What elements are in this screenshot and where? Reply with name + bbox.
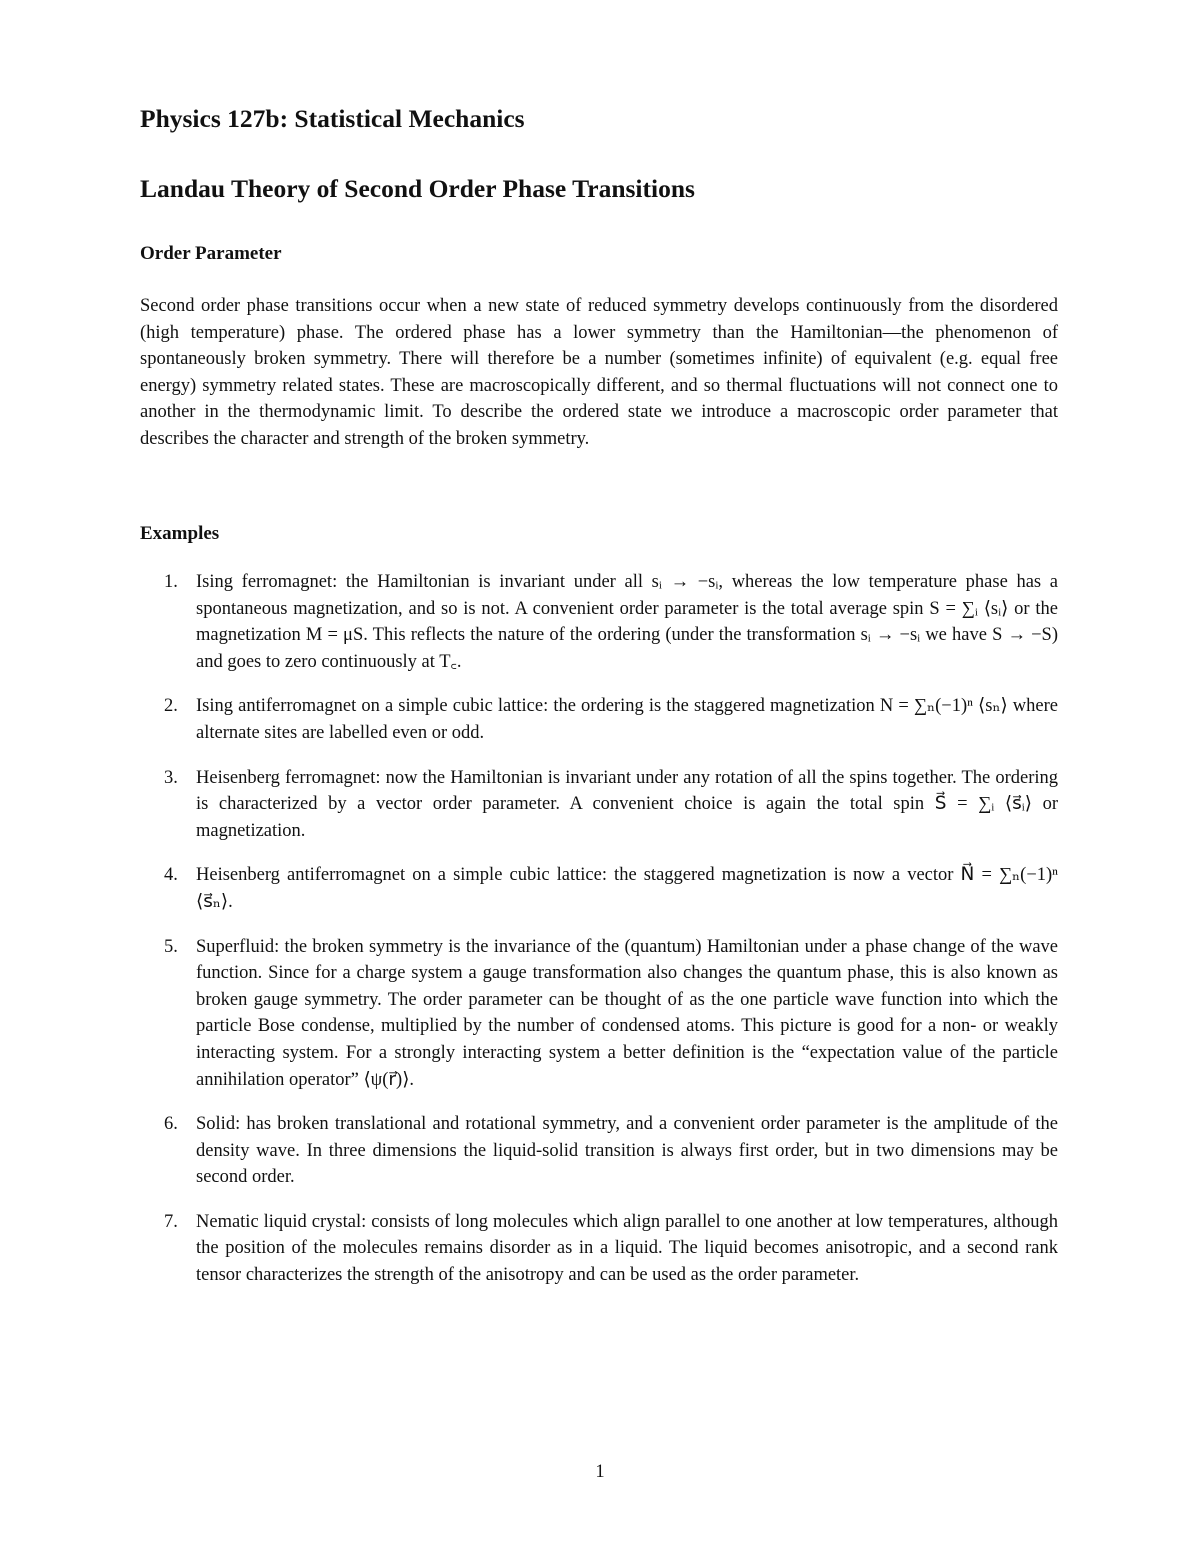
example-item-6 [140, 1111, 1058, 1191]
page-number: 1 [595, 1462, 605, 1482]
examples-heading: Examples [140, 523, 220, 544]
example-number: 7. [164, 1211, 178, 1232]
example-number: 1. [164, 572, 178, 592]
section-heading-order-parameter: Order Parameter [140, 243, 282, 264]
examples-list [140, 569, 1058, 1307]
example-item-7 [140, 1209, 1058, 1289]
example-text: Nematic liquid crystal: consists of long molecules which align parallel to one another at low temperatures, although the position of the molecules remains disorder as in a liquid. The liquid becomes anisotropic, and a second rank tensor characterizes the strength of the anisotropy and can be used as the order parameter. [196, 1211, 1058, 1286]
example-number: 2. [164, 696, 178, 717]
example-number: 5. [164, 936, 178, 957]
example-number: 6. [164, 1114, 178, 1135]
example-text: Ising antiferromagnet on a simple cubic lattice: the ordering is the staggered magnetization N = ∑ₙ(−1)ⁿ ⟨sₙ⟩ where alternate sites are labelled even or odd. [196, 696, 1058, 743]
example-text: Ising ferromagnet: the Hamiltonian is invariant under all sᵢ → −sᵢ, whereas the low temperature phase has a spontaneous magnetization, and so is not. A convenient order parameter is the total average spin S = ∑ᵢ ⟨sᵢ⟩ or the magnetization M = μS. This reflects the nature of the ordering (under the transformation sᵢ → −sᵢ we have S → −S) and goes to zero continuously at T꜀. [196, 572, 1058, 672]
document-title: Landau Theory of Second Order Phase Transitions [140, 174, 695, 203]
example-item-1 [140, 569, 1058, 675]
example-item-4 [140, 862, 1058, 915]
example-item-2 [140, 693, 1058, 746]
example-number: 4. [164, 865, 178, 886]
example-text: Superfluid: the broken symmetry is the invariance of the (quantum) Hamiltonian under a phase change of the wave function. Since for a charge system a gauge transformation also changes the quantum phase, this is also known as broken gauge symmetry. The order parameter can be thought of as the one particle wave function into which the particle Bose condense, multiplied by the number of condensed atoms. This picture is good for a non- or weakly interacting system. For a strongly interacting system a better definition is the “expectation value of the particle annihilation operator” ⟨ψ(r⃗)⟩. [196, 936, 1058, 1090]
example-item-3 [140, 765, 1058, 845]
example-number: 3. [164, 767, 178, 788]
example-text: Heisenberg ferromagnet: now the Hamiltonian is invariant under any rotation of all the spins together. The ordering is characterized by a vector order parameter. A convenient choice is again the total spin S⃗ = ∑ᵢ ⟨s⃗ᵢ⟩ or magnetization. [196, 767, 1058, 841]
intro-paragraph: Second order phase transitions occur when a new state of reduced symmetry develops continuously from the disordered (high temperature) phase. The ordered phase has a lower symmetry than the Hamiltonian—the phenomenon of spontaneously broken symmetry. There will therefore be a number (sometimes infinite) of equivalent (e.g. equal free energy) symmetry related states. These are macroscopically different, and so thermal fluctuations will not connect one to another in the thermodynamic limit. To describe the ordered state we introduce a macroscopic order parameter that describes the character and strength of the broken symmetry. [140, 296, 1058, 449]
course-title: Physics 127b: Statistical Mechanics [140, 104, 525, 133]
example-text: Solid: has broken translational and rotational symmetry, and a convenient order parameter is the amplitude of the density wave. In three dimensions the liquid-solid transition is always first order, but in two dimensions may be second order. [196, 1114, 1058, 1188]
example-item-5 [140, 934, 1058, 1094]
example-text: Heisenberg antiferromagnet on a simple cubic lattice: the staggered magnetization is now a vector N⃗ = ∑ₙ(−1)ⁿ ⟨s⃗ₙ⟩. [196, 865, 1058, 912]
